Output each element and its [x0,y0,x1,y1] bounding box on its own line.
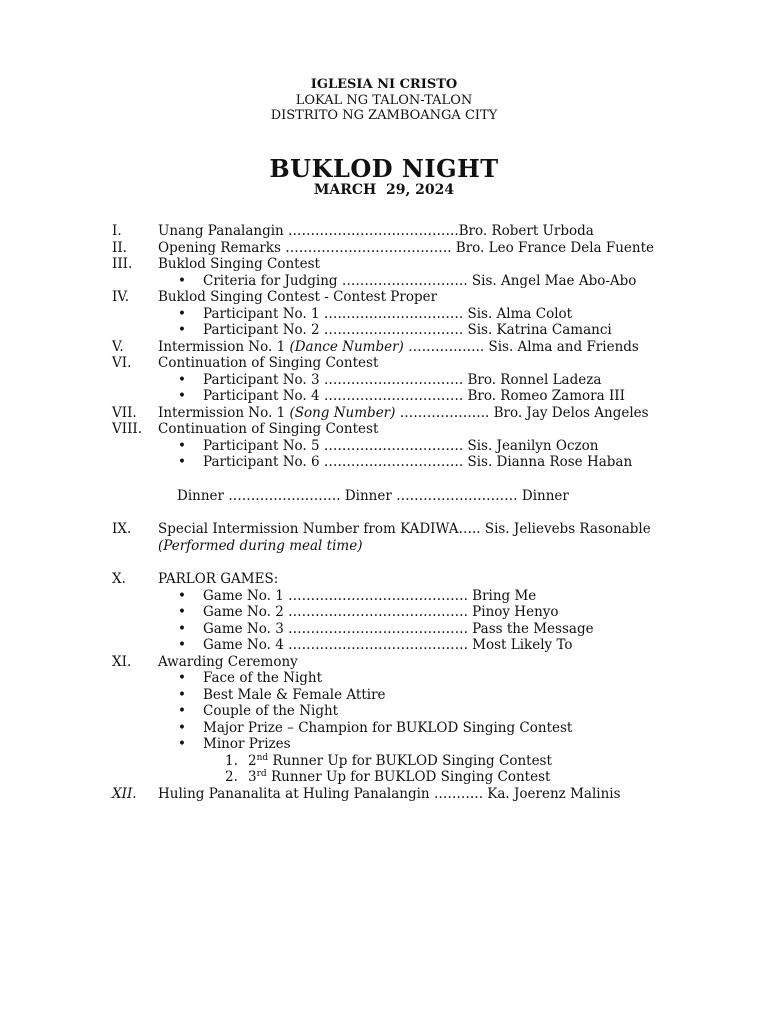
bullet-icon: • [178,620,186,637]
bullet-item [112,388,682,405]
program-item-v [112,339,682,356]
item-number: IX. [112,521,132,537]
bullet-text: Game No. 1 …………………………………. Bring Me [203,587,537,604]
bullet-text: Participant No. 3 …………………………. Bro. Ronnel Ladeza [203,371,602,388]
bullet-item [112,604,682,621]
item-text-pre: Intermission No. 1 [158,404,290,421]
item-text-italic: (Dance Number) [289,338,404,355]
bullet-text: Game No. 4 …………………………………. Most Likely To [203,637,573,653]
item-number: VI. [112,355,132,371]
bullet-text: Participant No. 5 …………………………. Sis. Jeanilyn Oczon [203,437,599,454]
lokal-name: LOKAL NG TALON-TALON [295,93,473,108]
item-text: Buklod Singing Contest [158,256,320,272]
subitem-text: Runner Up for BUKLOD Singing Contest [268,752,552,769]
numbered-subitem [112,769,682,786]
bullet-item [112,736,682,753]
bullet-icon: • [178,719,186,736]
subitem-number: 2. [225,769,238,785]
program-item-iii [112,256,682,273]
item-text-post: ……………….. Bro. Jay Delos Angeles [395,404,649,421]
bullet-text: Criteria for Judging ………………………. Sis. Angel Mae Abo-Abo [203,272,637,289]
bullet-icon: • [178,272,186,289]
item-text-post: …………….. Sis. Alma and Friends [403,338,639,355]
bullet-text: Minor Prizes [203,736,291,752]
subitem-text: Runner Up for BUKLOD Singing Contest [266,769,551,785]
item-text: Buklod Singing Contest - Contest Proper [158,289,438,305]
bullet-text: Participant No. 2 …………………………. Sis. Katrina Camanci [203,322,612,338]
program-item-xi [112,654,682,671]
bullet-icon: • [178,604,186,620]
item-number: X. [112,571,126,587]
ordinal: 3 [248,769,257,785]
bullet-text: Participant No. 1 …………………………. Sis. Alma Colot [203,305,573,322]
item-text-italic: (Song Number) [289,404,396,421]
item-number: III. [112,256,133,272]
item-number: XII. [112,785,137,802]
program-item-ix [112,521,682,538]
bullet-item [112,687,682,704]
item-number: V. [112,338,124,355]
program-item-xii [112,786,682,803]
bullet-text: Game No. 2 …………………………………. Pinoy Henyo [203,604,559,620]
bullet-text: Best Male & Female Attire [203,686,386,703]
bullet-icon: • [178,637,186,653]
numbered-subitem [112,753,682,770]
item-text-pre: Intermission No. 1 [158,338,290,355]
bullet-icon: • [178,703,186,719]
item-text: PARLOR GAMES: [158,571,279,587]
bullet-item [112,621,682,638]
bullet-text: Face of the Night [203,670,323,686]
bullet-item [112,588,682,605]
item-number: VIII. [112,421,143,437]
bullet-text: Game No. 3 …………………………………. Pass the Message [203,620,594,637]
bullet-item [112,438,682,455]
bullet-item [112,703,682,720]
distrito-name: DISTRITO NG ZAMBOANGA CITY [270,108,498,123]
ordinal-suffix: rd [256,769,267,779]
ordinal: 2 [248,752,257,769]
bullet-icon: • [178,388,186,404]
spacer [112,554,682,571]
item-text: Unang Panalangin ………………………………..Bro. Robert Urboda [158,223,594,239]
bullet-icon: • [178,371,186,388]
program-item-x [112,571,682,588]
bullet-icon: • [178,686,186,703]
program-item-viii [112,421,682,438]
item-number: VII. [112,404,137,421]
event-title: BUKLOD NIGHT [269,154,499,183]
item-text: Opening Remarks ………………………………. Bro. Leo France Dela Fuente [158,239,655,256]
item-note: (Performed during meal time) [158,537,363,554]
item-text: Awarding Ceremony [158,653,298,670]
bullet-item [112,273,682,290]
bullet-icon: • [178,736,186,752]
item-text: Continuation of Singing Contest [158,355,379,371]
bullet-icon: • [178,322,186,338]
program-item-vii [112,405,682,422]
item-text: Continuation of Singing Contest [158,421,379,437]
bullet-icon: • [178,454,186,470]
bullet-icon: • [178,587,186,604]
ordinal-suffix: nd [256,752,269,763]
bullet-item [112,454,682,471]
item-number: I. [112,223,122,239]
program-list [112,223,682,802]
item-text: Huling Pananalita at Huling Panalangin ……….. Ka. Joerenz Malinis [158,785,621,802]
org-name: IGLESIA NI CRISTO [310,77,458,92]
bullet-icon: • [178,670,186,686]
bullet-icon: • [178,305,186,322]
bullet-item [112,670,682,687]
item-number: IV. [112,289,130,305]
program-item-i [112,223,682,240]
bullet-item [112,372,682,389]
item-text: Special Intermission Number from KADIWA….. Sis. Jelievebs Rasonable [158,521,651,537]
program-item-ii [112,240,682,257]
bullet-item [112,322,682,339]
bullet-text: Participant No. 6 …………………………. Sis. Dianna Rose Haban [203,454,633,470]
dinner-line: Dinner ……………………. Dinner ……………………… Dinner [177,487,569,504]
item-note-row [112,538,682,555]
program-item-iv [112,289,682,306]
bullet-item [112,637,682,654]
bullet-item [112,720,682,737]
program-item-vi [112,355,682,372]
bullet-text: Participant No. 4 …………………………. Bro. Romeo Zamora III [203,388,625,404]
item-number: II. [112,239,127,256]
bullet-icon: • [178,437,186,454]
item-number: XI. [112,653,132,670]
bullet-text: Major Prize – Champion for BUKLOD Singing Contest [203,719,573,736]
subitem-number: 1. [225,752,238,769]
event-date: MARCH 29, 2024 [313,182,455,198]
bullet-text: Couple of the Night [203,703,339,719]
bullet-item [112,306,682,323]
